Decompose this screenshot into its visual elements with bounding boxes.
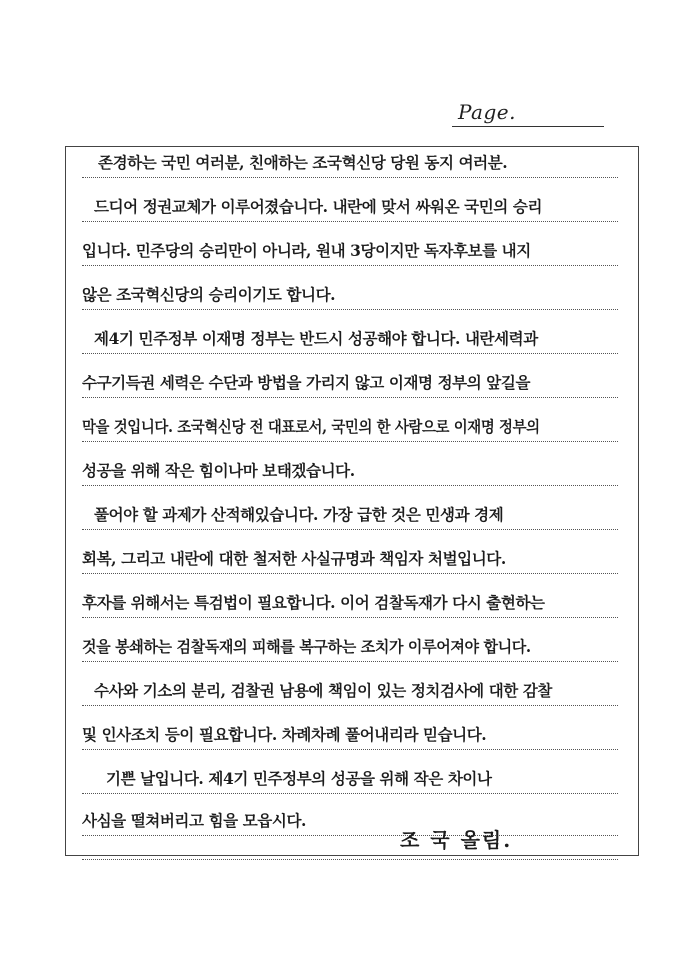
page-label: Page. [458, 100, 516, 124]
letter-line-14 [82, 714, 618, 750]
letter-line-12 [82, 626, 618, 662]
letter-text-7: 막을 것입니다. 조국혁신당 전 대표로서, 국민의 한 사람으로 이재명 정부의 [82, 417, 540, 436]
letter-text-16: 사심을 떨쳐버리고 힘을 모읍시다. [82, 811, 307, 830]
letter-text-2: 드디어 정권교체가 이루어졌습니다. 내란에 맞서 싸워온 국민의 승리 [94, 197, 543, 216]
letter-text-8: 성공을 위해 작은 힘이나마 보태겠습니다. [82, 461, 355, 480]
letter-text-15: 기쁜 날입니다. 제4기 민주정부의 성공을 위해 작은 차이나 [106, 769, 492, 788]
letter-text-10: 회복, 그리고 내란에 대한 철저한 사실규명과 책임자 처벌입니다. [82, 549, 506, 568]
letter-line-4 [82, 274, 618, 310]
letter-line-2 [82, 186, 618, 222]
letter-text-13: 수사와 기소의 분리, 검찰권 남용에 책임이 있는 정치검사에 대한 감찰 [94, 681, 553, 700]
letter-text-14: 및 인사조치 등이 필요합니다. 차례차례 풀어내리라 믿습니다. [82, 725, 487, 744]
letter-line-3 [82, 230, 618, 266]
letter-text-11: 후자를 위해서는 특검법이 필요합니다. 이어 검찰독재가 다시 출현하는 [82, 593, 545, 612]
signature: 조 국 올림. [400, 828, 513, 852]
page-label-underline [452, 126, 604, 127]
letter-text-5: 제4기 민주정부 이재명 정부는 반드시 성공해야 합니다. 내란세력과 [94, 329, 538, 348]
letter-line-10 [82, 538, 618, 574]
letter-line-8 [82, 450, 618, 486]
letter-line-11 [82, 582, 618, 618]
letter-text-9: 풀어야 할 과제가 산적해있습니다. 가장 급한 것은 민생과 경제 [94, 505, 504, 524]
letter-line-7 [82, 406, 618, 442]
letter-line-15 [82, 758, 618, 794]
letter-text-6: 수구기득권 세력은 수단과 방법을 가리지 않고 이재명 정부의 앞길을 [82, 373, 531, 392]
letter-text-1: 존경하는 국민 여러분, 친애하는 조국혁신당 당원 동지 여러분. [98, 153, 508, 172]
letter-line-9 [82, 494, 618, 530]
letter-line-6 [82, 362, 618, 398]
letter-line-13 [82, 670, 618, 706]
letter-text-4: 않은 조국혁신당의 승리이기도 합니다. [82, 285, 336, 304]
letter-line-1 [82, 142, 618, 178]
letter-text-3: 입니다. 민주당의 승리만이 아니라, 원내 3당이지만 독자후보를 내지 [82, 241, 531, 260]
letter-line-5 [82, 318, 618, 354]
letter-text-12: 것을 봉쇄하는 검찰독재의 피해를 복구하는 조치가 이루어져야 합니다. [82, 637, 531, 656]
letter-line-17 [82, 824, 618, 860]
